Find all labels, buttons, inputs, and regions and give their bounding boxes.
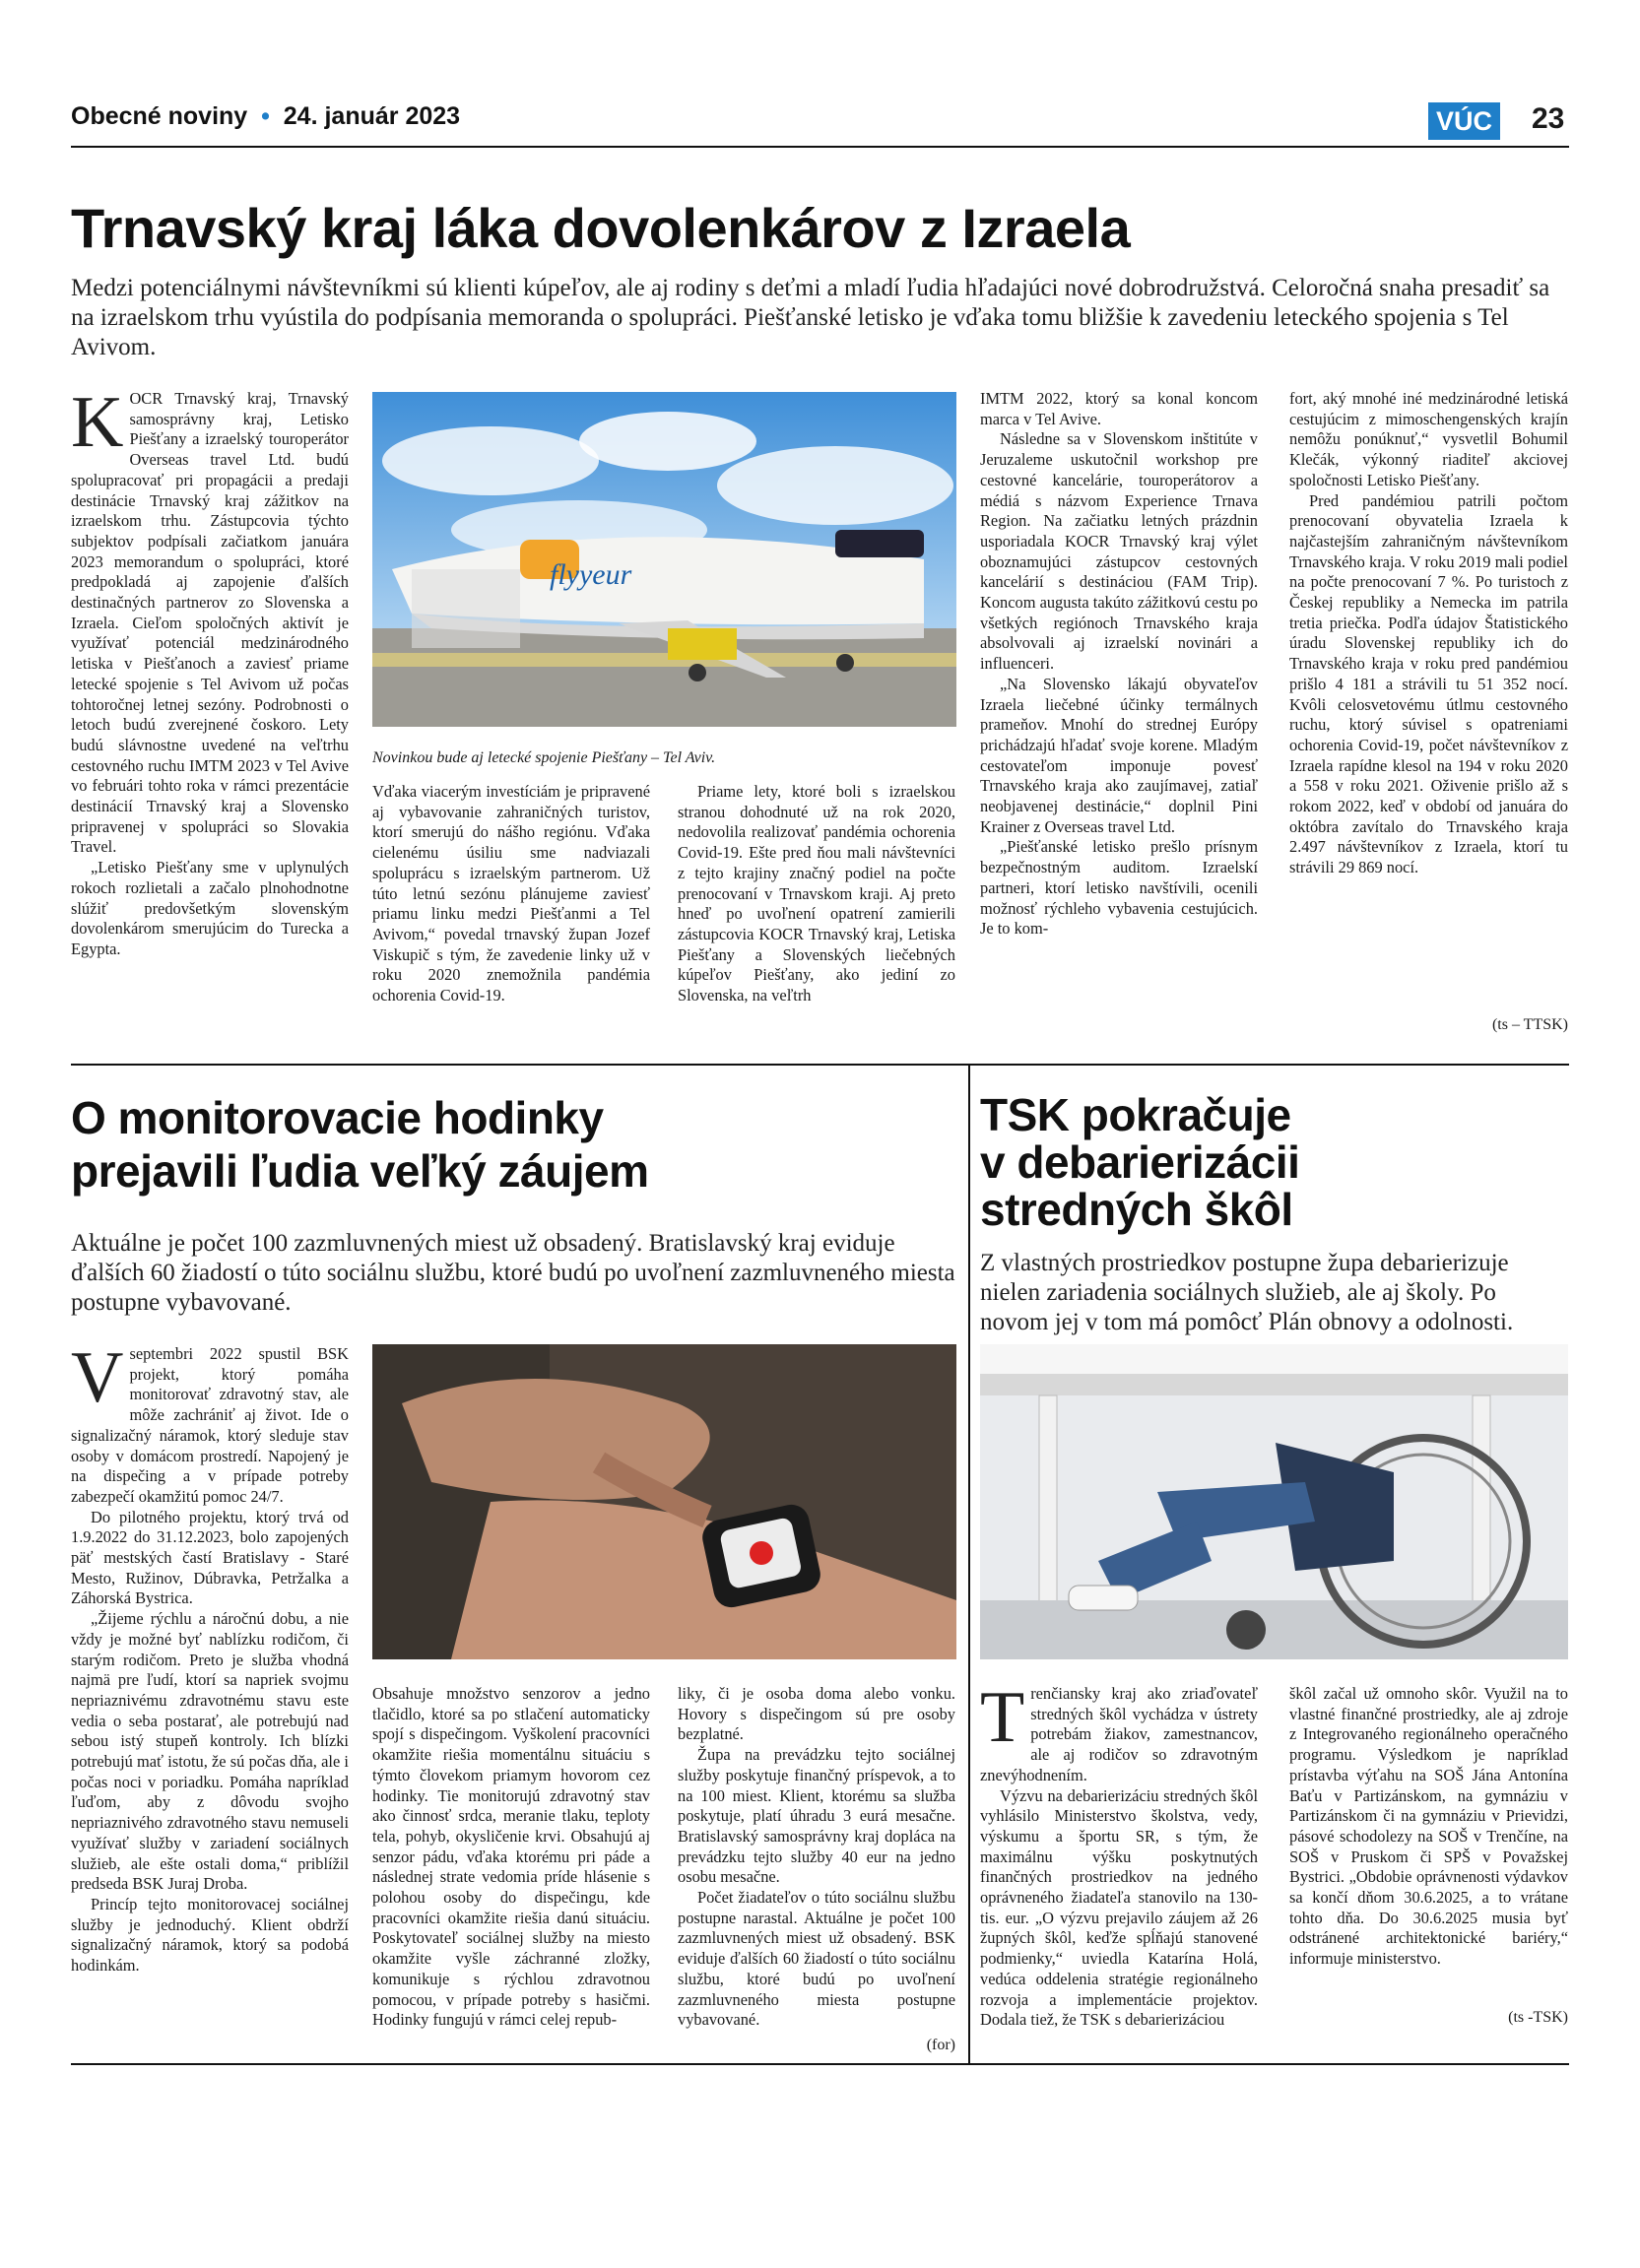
paragraph: „Letisko Piešťany sme v uplynulých rokoch rozlietali a začalo plnohodnotne slúžiť predovšetkým slovenským dovolenkárom smerujúcim do Turecka a Egypta. bbox=[71, 858, 349, 958]
paragraph: Následne sa v Slovenskom inštitúte v Jeruzaleme uskutočnil workshop pre cestovné kancelárie, touroperátorov a médiá s názvom Experience Trnava Region. Na začiatku letných prázdnin usporiadala KOCR Trnavský kraj výlet oboznamujúci zástupcov cestovných kancelárií s destináciou (FAM Trip). Koncom augusta takúto zážitkovú cestu po všetkých regiónoch Trnavského kraja absolvovali aj izraelskí novinári a influenceri. bbox=[980, 429, 1258, 674]
article2-signature: (for) bbox=[926, 2037, 955, 2053]
paragraph: „Piešťanské letisko prešlo prísnym bezpečnostným auditom. Izraelskí partneri, ktorí letisko navštívili, ocenili možnosť rýchleho vybavenia cestujúcich. Je to kom- bbox=[980, 837, 1258, 939]
paper-name: Obecné noviny bbox=[71, 102, 248, 130]
bottom-rule bbox=[71, 2063, 1569, 2065]
paragraph bbox=[71, 1337, 349, 1508]
paragraph: IMTM 2022, ktorý sa konal koncom marca v Tel Avive. bbox=[980, 389, 1258, 428]
issue-date: 24. január 2023 bbox=[283, 102, 461, 130]
paragraph bbox=[71, 382, 349, 858]
article3-column-1 bbox=[980, 1677, 1258, 2031]
drop-cap: T bbox=[980, 1677, 1025, 1758]
article3-title bbox=[980, 1091, 1299, 1233]
article1-column-3 bbox=[678, 782, 955, 1006]
article2-lead: Aktuálne je počet 100 zazmluvnených miest už obsadený. Bratislavský kraj eviduje ďalších 60 žiadostí o túto sociálnu službu, ktoré budú po uvoľnení zazmluvneného miesta postupne vybavované. bbox=[71, 1230, 955, 1316]
wheelchair-photo bbox=[980, 1344, 1568, 1659]
article3-lead: Z vlastných prostriedkov postupne župa debarierizuje nielen zariadenia sociálnych služieb, ale aj školy. Po novom jej v tom má pomôcť Plán obnovy a odolnosti. bbox=[980, 1250, 1514, 1335]
paragraph: liky, či je osoba doma alebo vonku. Hovory s dispečingom sú pre osoby bezplatné. bbox=[678, 1684, 955, 1744]
article3-column-2 bbox=[1289, 1684, 1568, 1970]
article1-column-1 bbox=[71, 382, 349, 960]
paragraph: fort, aký mnohé iné medzinárodné letiská cestujúcim z mimoschengenských krajín nemôžu ponúknuť,“ vysvetlil Bohumil Klečák, výkonný riaditeľ akciovej spoločnosti Letisko Piešťany. bbox=[1289, 389, 1568, 489]
title-line: prejavili ľudia veľký záujem bbox=[71, 1145, 649, 1197]
separator-bullet: • bbox=[254, 102, 277, 130]
article2-title bbox=[71, 1091, 649, 1198]
paragraph: Priame lety, ktoré boli s izraelskou stranou dohodnuté už na rok 2020, nedovolila realizovať pandémia ochorenia Covid-19. Ešte pred ňou mali návštevníci z tejto krajiny značný podiel na počte prenocovaní v Trnavskom kraji. Aj preto hneď po uvoľnení opatrení zamierili zástupcovia KOCR Trnavský kraj, Letiska Piešťany a Slovenských liečebných kúpeľov Piešťany, ako jediní zo Slovenska, na veľtrh bbox=[678, 782, 955, 1005]
article1-column-5 bbox=[1289, 389, 1568, 878]
article3-signature: (ts -TSK) bbox=[1508, 2009, 1568, 2026]
title-line: stredných škôl bbox=[980, 1184, 1293, 1235]
masthead bbox=[71, 102, 460, 131]
photo-caption: Novinkou bude aj letecké spojenie Piešťany – Tel Aviv. bbox=[372, 749, 716, 766]
paragraph bbox=[980, 1677, 1258, 1786]
paragraph: Do pilotného projektu, ktorý trvá od 1.9.2022 do 31.12.2023, bolo zapojených päť mestských častí Bratislavy - Staré Mesto, Ružinov, Dúbravka, Petržalka a Záhorská Bystrica. bbox=[71, 1507, 349, 1608]
paragraph: Počet žiadateľov o túto sociálnu službu postupne narastal. Aktuálne je počet 100 zazmluvnených miest už obsadený. BSK eviduje ďalších 60 žiadostí o túto sociálnu službu, ktoré budú po uvoľnení zazmluvneného miesta postupne vybavované. bbox=[678, 1888, 955, 2030]
smartwatch-photo bbox=[372, 1344, 956, 1659]
header-rule bbox=[71, 146, 1569, 148]
section-badge: VÚC bbox=[1428, 102, 1500, 140]
paragraph: Pred pandémiou patrili počtom prenocovaní obyvatelia Izraela k najčastejším zahraničným návštevníkom Trnavského kraja. V roku 2019 mali podiel na počte prenocovaní 7 %. Po turistoch z Českej republiky a Nemecka im patrila tretia priečka. Podľa údajov Štatistického úradu Slovenskej republiky ich do Trnavského kraja v roku pred pandémiou prišlo 4 181 a strávili tu 51 352 nocí. Kvôli celosvetovému útlmu cestovného ruchu, ktorý súvisel s opatreniami ochorenia Covid-19, počet návštevníkov z Izraela rapídne klesol na 194 v roku 2020 a 558 v roku 2021. Oživenie prišlo až s rokom 2022, keď v období od januára do októbra zavítalo do Trnavského kraja 2.497 návštevníkov z Izraela, ktorí tu strávili 29 869 nocí. bbox=[1289, 490, 1568, 877]
paragraph: škôl začal už omnoho skôr. Využil na to vlastné finančné prostriedky, ale aj zdroje z Integrovaného regionálneho operačného programu. Výsledkom je napríklad prístavba výťahu na SOŠ Jána Antonína Baťu v Partizánskom, na gymnáziu v Partizánskom či na gymnáziu v Prievidzi, pásové schodolezy na SOŠ v Trenčíne, na SOŠ v Pruskom či SPŠ v Považskej Bystrici. „Obdobie oprávnenosti výdavkov sa končí dňom 30.6.2025, a to vrátane tohto dňa. Do 30.6.2025 musia byť odstránené architektonické bariéry,“ informuje ministerstvo. bbox=[1289, 1684, 1568, 1969]
paragraph-text: OCR Trnavský kraj, Trnavský samosprávny kraj, Letisko Piešťany a izraelský touroperátor Overseas travel Ltd. budú spolupracovať pri propagácii a predaji destinácie Trnavský kraj zážitkov na izraelskom trhu. Zástupcovia týchto subjektov podpísali začiatkom januára 2023 memorandum o spolupráci, ktoré predpokladá aj zapojenie ďalších destinačných partnerov zo Slovenska a Izraela. Cieľom spoločných aktivít je využívať potenciál medzinárodného letiska v Piešťanoch a zaviesť priame letecké spojenie s Tel Avivom už počas tohtoročnej letnej sezóny. Podrobnosti o letoch budú zverejnené čoskoro. Lety budú slávnostne uvedené na veľtrhu cestovného ruchu IMTM 2023 v Tel Avive vo februári tohto roka v rámci prezentácie destinácií Trnavský kraj a Slovensko pripravenej v spolupráci so Slovakia Travel. bbox=[71, 389, 349, 857]
article1-lead: Medzi potenciálnymi návštevníkmi sú klienti kúpeľov, ale aj rodiny s deťmi a mladí ľudia hľadajúci nové dobrodružstvá. Celoročná snaha presadiť sa na izraelskom trhu vyústila do podpísania memoranda o spolupráci. Piešťanské letisko je vďaka tomu bližšie k zavedeniu leteckého spojenia s Tel Avivom. bbox=[71, 275, 1550, 360]
paragraph-text: renčiansky kraj ako zriaďovateľ stredných škôl vychádza v ústrety potrebám žiakov, zamestnancov, ale aj rodičov so zdravotným znevýhodnením. bbox=[980, 1684, 1258, 1784]
paragraph: „Na Slovensko lákajú obyvateľov Izraela liečebné účinky termálnych prameňov. Mnohí do strednej Európy prichádzajú hľadať svoje korene. Mladým cestovateľom imponuje povesť Trnavského kraja ako zaujímavej, zatiaľ neobjavenej destinácie,“ doplnil Pini Krainer z Overseas travel Ltd. bbox=[980, 674, 1258, 836]
article1-column-4 bbox=[980, 389, 1258, 940]
paragraph-text: septembri 2022 spustil BSK projekt, ktorý pomáha monitorovať zdravotný stav, ale môže zachrániť aj život. Ide o signalizačný náramok, ktorý sleduje stav osoby v domácom prostredí. Napojený je na dispečing a v prípade potreby zabezpečí okamžitú pomoc 24/7. bbox=[71, 1344, 349, 1506]
title-line: TSK pokračuje bbox=[980, 1089, 1291, 1140]
column-separator bbox=[968, 1064, 970, 2063]
title-line: O monitorovacie hodinky bbox=[71, 1092, 604, 1143]
drop-cap: K bbox=[71, 382, 124, 463]
paragraph: Obsahuje množstvo senzorov a jedno tlačidlo, ktoré sa po stlačení automaticky spojí s dispečingom. Vyškolení pracovníci okamžite riešia momentálnu situáciu s týmto človekom priamym hovorom cez hodinky. Tie monitorujú zdravotný stav ako činnosť srdca, meranie tlaku, teploty tela, pohyb, okysličenie krvi. Obsahujú aj senzor pádu, vďaka ktorému pri páde a následnej strate vedomia príde hlásenie s polohou osoby do dispečingu, kde pracovníci okamžite riešia danú situáciu. Poskytovateľ sociálnej služby na miesto okamžite vyšle záchranné zložky, komunikuje s rýchlou zdravotnou pomocou, v prípade potreby s hasičmi. Hodinky fungujú v rámci celej repub- bbox=[372, 1684, 650, 2030]
paragraph: Výzvu na debarierizáciu stredných škôl vyhlásilo Ministerstvo školstva, vedy, výskumu a športu SR, s tým, že maximálnu výšku poskytnutých finančných prostriedkov na jedného oprávneného žiadateľa stanovilo na 130-tis. eur. „O výzvu prejavilo záujem až 26 župných škôl, keďže spĺňajú stanovené podmienky,“ uviedla Katarína Holá, vedúca oddelenia stratégie regionálneho rozvoja a implementácie projektov. Dodala tiež, že TSK s debarierizáciou bbox=[980, 1785, 1258, 2030]
article-separator bbox=[71, 1064, 1569, 1066]
article2-column-2 bbox=[372, 1684, 650, 2031]
paragraph: Župa na prevádzku tejto sociálnej služby poskytuje finančný príspevok, a to na 100 miest. Klient, ktorému sa služba poskytuje, platí úhradu 3 eurá mesačne. Bratislavský samosprávny kraj dopláca na prevádzku tejto služby 40 eur na jedno osobu mesačne. bbox=[678, 1745, 955, 1887]
article1-column-2 bbox=[372, 782, 650, 1006]
paragraph: Princíp tejto monitorovacej sociálnej služby je jednoduchý. Klient obdrží signalizačný náramok, ktorý sa podobá hodinkám. bbox=[71, 1894, 349, 1976]
article2-column-3 bbox=[678, 1684, 955, 2031]
paragraph: Vďaka viacerým investíciám je pripravené aj vybavovanie zahraničných turistov, ktorí smerujú do nášho regiónu. Vďaka cielenému úsiliu sme nadviazali spoluprácu s izraelským partnerom. Už túto letnú sezónu plánujeme zaviesť priamu linku medzi Piešťanmi a Tel Avivom,“ povedal trnavský župan Jozef Viskupič s tým, že zavedenie linky už v roku 2020 znemožnila pandémia ochorenia Covid-19. bbox=[372, 782, 650, 1005]
page-number: 23 bbox=[1532, 102, 1565, 135]
article1-signature: (ts – TTSK) bbox=[1491, 1016, 1568, 1033]
drop-cap: V bbox=[71, 1337, 124, 1418]
svg-text:flyyeur: flyyeur bbox=[550, 558, 632, 591]
article2-column-1 bbox=[71, 1337, 349, 1976]
title-line: v debarierizácii bbox=[980, 1136, 1300, 1188]
airplane-photo bbox=[372, 392, 956, 727]
article1-title: Trnavský kraj láka dovolenkárov z Izraela bbox=[71, 197, 1131, 259]
paragraph: „Žijeme rýchlu a náročnú dobu, a nie vždy je možné byť nablízku rodičom, či starým rodičom. Preto je služba vhodná najmä pre ľudí, ktorí sa napriek svojmu nepriaznivému zdravotnému stavu este vedia o seba postarať, ale potrebujú nad sebou istý stupeň kontroly. Ich blízki potrebujú mať istotu, že sú počas dňa, ale i počas noci v poriadku. Pomáha napríklad ľuďom, aby z dôvodu svojho nepriaznivého zdravotného stavu nemuseli využívať služby v zariadení sociálnych služieb, ale ešte ostali doma,“ priblížil predseda BSK Juraj Droba. bbox=[71, 1609, 349, 1894]
